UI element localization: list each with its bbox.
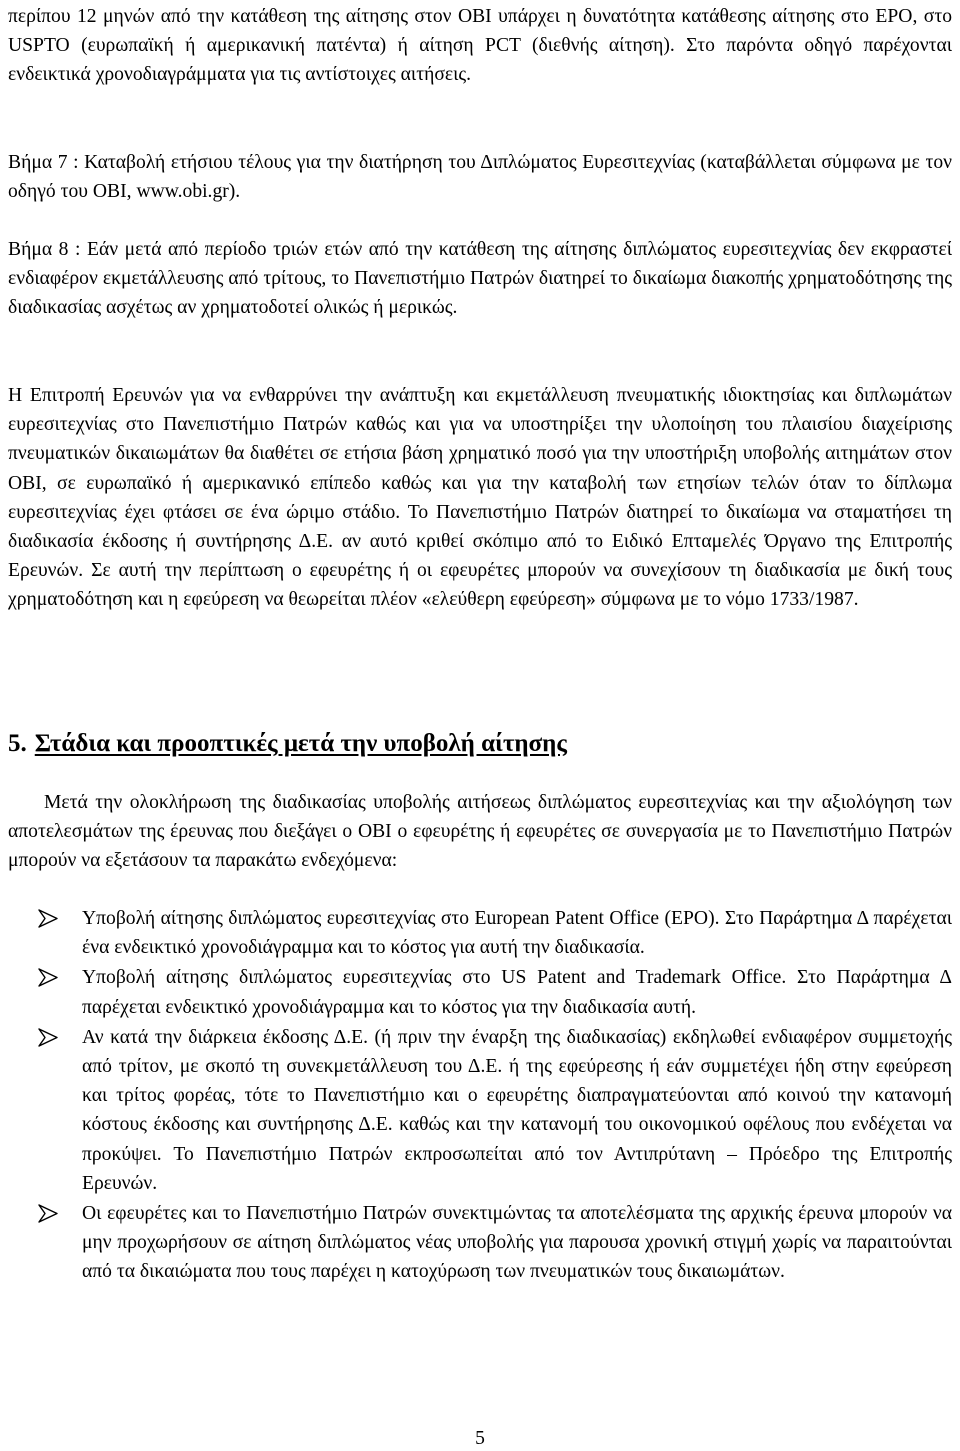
arrow-bullet-icon [38, 968, 58, 987]
page-number: 5 [475, 1428, 485, 1449]
section-heading [8, 728, 567, 760]
list-item-text: Υποβολή αίτησης διπλώματος ευρεσιτεχνίας στο US Patent and Trademark Office. Στο Παράρτημα Δ παρέχεται ενδεικτικό χρονοδιάγραμμα και το κόστος για την διαδικασία αυτή. [82, 967, 952, 1018]
paragraph-step-7: Βήμα 7 : Καταβολή ετήσιου τέλους για την διατήρηση του Διπλώματος Ευρεσιτεχνίας (καταβάλλεται σύμφωνα με τον οδηγό του ΟΒΙ, www.obi.gr). [8, 152, 952, 203]
list-item-text: Υποβολή αίτησης διπλώματος ευρεσιτεχνίας στο European Patent Office (EPO). Στο Παράρτημα Δ παρέχεται ένα ενδεικτικό χρονοδιάγραμμα και το κόστος για αυτή την διαδικασία. [82, 908, 952, 959]
paragraph-research-committee: Η Επιτροπή Ερευνών για να ενθαρρύνει την ανάπτυξη και εκμετάλλευση πνευματικής ιδιοκτησίας και διπλωμάτων ευρεσιτεχνίας στο Πανεπιστήμιο Πατρών καθώς και για να υποστηρίξει την υλοποίηση του πλαισίου διαχείρισης πνευματικών δικαιωμάτων θα διαθέτει σε ετήσια βάση χρηματικό ποσό για την υποστήριξη υποβολής αιτημάτων στον ΟΒΙ, σε ευρωπαϊκό ή αμερικανικό επίπεδο καθώς και για την καταβολή των ετησίων τελών όταν το δίπλωμα ευρεσιτεχνίας έχει φτάσει σε ένα ώριμο στάδιο. Το Πανεπιστήμιο Πατρών διατηρεί το δικαίωμα να σταματήσει τη διαδικασία έκδοσης ή συντήρησης Δ.Ε. αν αυτό κριθεί σκόπιμο από το Ειδικό Επταμελές Όργανο της Επιτροπής Ερευνών. Σε αυτή την περίπτωση ο εφευρέτης ή οι εφευρέτες μπορούν να συνεχίσουν τη διαδικασία με δική τους χρηματοδότηση και η εφεύρεση να θεωρείται πλέον «ελεύθερη εφεύρεση» σύμφωνα με το νόμο 1733/1987. [8, 385, 952, 611]
options-list [0, 904, 960, 1287]
list-item [0, 1199, 960, 1287]
arrow-bullet-icon [38, 1028, 58, 1047]
arrow-bullet-icon [38, 1204, 58, 1223]
list-item [0, 1023, 960, 1198]
list-item [0, 904, 960, 962]
paragraph-opening: περίπου 12 μηνών από την κατάθεση της αίτησης στον ΟΒΙ υπάρχει η δυνατότητα κατάθεσης αίτησης στο EPO, στο USPTO (ευρωπαϊκή ή αμερικανική πατέντα) ή αίτηση PCT (διεθνής αίτηση). Στο παρόντα οδηγό παρέχονται ενδεικτικά χρονοδιαγράμματα για τις αντίστοιχες αιτήσεις. [8, 6, 952, 86]
paragraph-intro [8, 788, 952, 876]
paragraph-step-8: Βήμα 8 : Εάν μετά από περίοδο τριών ετών από την κατάθεση της αίτησης διπλώματος ευρεσιτεχνίας δεν εκφραστεί ενδιαφέρον εκμετάλλευσης από τρίτους, το Πανεπιστήμιο Πατρών διατηρεί το δικαίωμα διακοπής χρηματοδότησης της διαδικασίας ασχέτως αν χρηματοδοτεί ολικώς ή μερικώς. [8, 239, 952, 319]
section-title: Στάδια και προοπτικές μετά την υποβολή αίτησης [34, 730, 567, 757]
arrow-bullet-icon [38, 909, 58, 928]
section-number: 5. [8, 730, 27, 757]
list-item-text: Οι εφευρέτες και το Πανεπιστήμιο Πατρών συνεκτιμώντας τα αποτελέσματα της αρχικής έρευνα μπορούν να μην προχωρήσουν σε αίτηση διπλώματος νέας υποβολής για παρουσα χρονική στιγμή χωρίς να παραιτούνται από τα δικαιώματα που τους παρέχει η κατοχύρωση των πνευματικών τους δικαιωμάτων. [82, 1203, 952, 1283]
list-item-text: Αν κατά την διάρκεια έκδοσης Δ.Ε. (ή πριν την έναρξη της διαδικασίας) εκδηλωθεί ενδιαφέρον συμμετοχής από τρίτον, με σκοπό τη συνεκμετάλλευση του Δ.Ε. ή της εφεύρεσης ή εάν συμμετέχει ήδη στην εφεύρεση και τρίτος φορέας, τότε το Πανεπιστήμιο και ο εφευρέτης διαπραγματεύονται από κοινού την κατανομή κόστους έκδοσης και συντήρησης Δ.Ε. καθώς και την κατανομή του οικονομικού οφέλους που ενδέχεται να προκύψει. Το Πανεπιστήμιο Πατρών εκπροσωπείται από τον Αντιπρύτανη – Πρόεδρο της Επιτροπής Ερευνών. [82, 1026, 952, 1194]
list-item [0, 963, 960, 1021]
intro-text: Μετά την ολοκλήρωση της διαδικασίας υποβολής αιτήσεως διπλώματος ευρεσιτεχνίας και την αξιολόγηση των αποτελεσμάτων της έρευνας που διεξάγει ο ΟΒΙ ο εφευρέτης ή εφευρέτες σε συνεργασία με το Πανεπιστήμιο Πατρών μπορούν να εξετάσουν τα παρακάτω ενδεχόμενα: [8, 792, 952, 872]
